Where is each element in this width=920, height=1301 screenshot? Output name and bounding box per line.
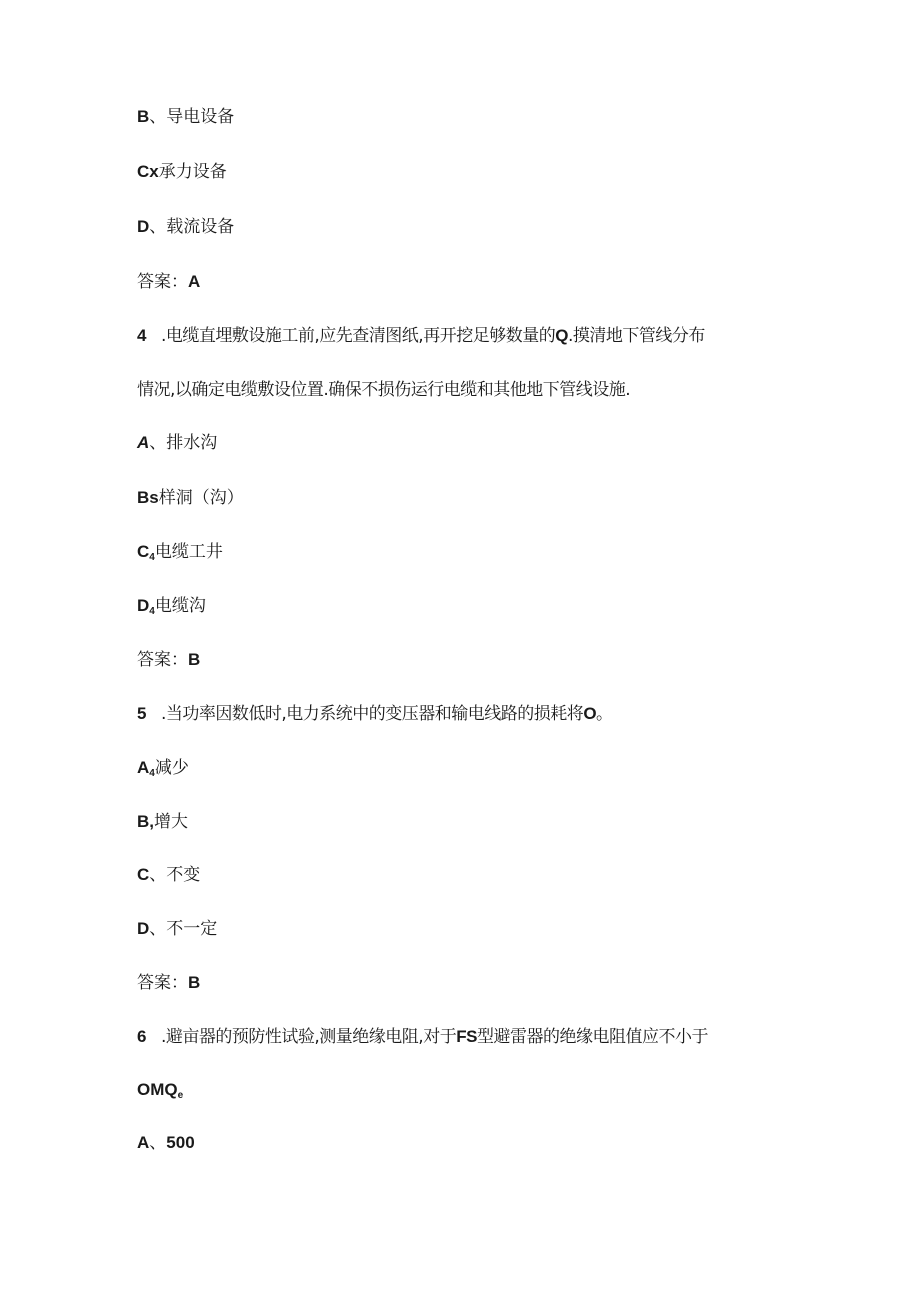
answer-value: B bbox=[188, 650, 201, 669]
answer-value: A bbox=[188, 272, 201, 291]
question-blank: FS bbox=[456, 1027, 477, 1046]
option-c-line bbox=[137, 161, 227, 183]
option-sep: 、 bbox=[149, 865, 167, 885]
option-text: 不变 bbox=[166, 865, 201, 885]
answer-label: 答案： bbox=[137, 973, 188, 993]
option-letter: A bbox=[137, 758, 150, 777]
option-a-line bbox=[137, 432, 217, 454]
option-sep: 、 bbox=[149, 433, 167, 453]
option-c-line bbox=[137, 541, 223, 569]
question-number: 5 bbox=[137, 704, 146, 723]
question-5-line-1 bbox=[137, 703, 613, 725]
option-text: 样洞（沟） bbox=[158, 488, 244, 508]
answer-label: 答案： bbox=[137, 272, 188, 292]
option-sep: 、 bbox=[149, 217, 167, 237]
option-sep: 、 bbox=[149, 107, 167, 127]
option-letter: Cx bbox=[137, 162, 159, 181]
question-text: .电缆直埋敷设施工前,应先查清图纸,再开挖足够数量的 bbox=[161, 326, 556, 346]
question-text-cont: 。 bbox=[596, 704, 613, 724]
option-b-line bbox=[137, 106, 234, 128]
option-c-line bbox=[137, 864, 200, 886]
question-text: 情况,以确定电缆敷设位置.确保不损伤运行电缆和其他地下管线设施. bbox=[137, 380, 631, 400]
question-unit: OMQ bbox=[137, 1080, 178, 1099]
option-d-line bbox=[137, 918, 217, 940]
option-a-line bbox=[137, 1132, 195, 1154]
question-6-line-2 bbox=[137, 1079, 183, 1107]
option-text: 增大 bbox=[154, 812, 188, 832]
option-text: 减少 bbox=[154, 758, 189, 778]
option-d-line bbox=[137, 216, 234, 238]
option-b-line bbox=[137, 487, 244, 509]
option-text: 承力设备 bbox=[158, 162, 227, 182]
option-letter: A bbox=[137, 433, 150, 452]
option-a-line bbox=[137, 757, 189, 785]
question-text-cont: .摸清地下管线分布 bbox=[567, 326, 705, 346]
answer-label: 答案： bbox=[137, 650, 188, 670]
question-text-cont: 型避雷器的绝缘电阻值应不小于 bbox=[476, 1027, 708, 1047]
question-6-line-1 bbox=[137, 1026, 708, 1048]
option-text: 排水沟 bbox=[166, 433, 218, 453]
question-number: 6 bbox=[137, 1027, 146, 1046]
option-d-line bbox=[137, 595, 206, 623]
option-text: 不一定 bbox=[166, 919, 218, 939]
option-sep: 、 bbox=[149, 1133, 167, 1153]
option-letter: B, bbox=[137, 812, 154, 831]
question-unit-sub: e bbox=[177, 1090, 184, 1101]
option-letter: B bbox=[137, 107, 150, 126]
option-b-line bbox=[137, 811, 188, 833]
option-text: 电缆工井 bbox=[154, 542, 223, 562]
answer-value: B bbox=[188, 973, 201, 992]
option-letter: C bbox=[137, 865, 150, 884]
question-4-line-2 bbox=[137, 379, 630, 401]
answer-line bbox=[137, 271, 200, 293]
question-text: .避亩器的预防性试验,测量绝缘电阻,对于 bbox=[161, 1027, 457, 1047]
option-text: 载流设备 bbox=[166, 217, 235, 237]
question-blank: O bbox=[583, 704, 597, 723]
option-text: 500 bbox=[166, 1133, 195, 1152]
question-4-line-1 bbox=[137, 325, 705, 347]
answer-line bbox=[137, 649, 200, 671]
option-letter: A bbox=[137, 1133, 150, 1152]
option-sep: 、 bbox=[149, 919, 167, 939]
option-sub: 4 bbox=[149, 552, 155, 563]
option-sub: 4 bbox=[149, 768, 155, 779]
question-text: .当功率因数低时,电力系统中的变压器和输电线路的损耗将 bbox=[161, 704, 584, 724]
answer-line bbox=[137, 972, 200, 994]
option-text: 导电设备 bbox=[166, 107, 235, 127]
option-letter: C bbox=[137, 542, 150, 561]
question-number: 4 bbox=[137, 326, 146, 345]
option-letter: D bbox=[137, 217, 150, 236]
question-blank: Q bbox=[555, 326, 568, 345]
option-text: 电缆沟 bbox=[154, 596, 206, 616]
option-sub: 4 bbox=[149, 606, 155, 617]
option-letter: D bbox=[137, 596, 150, 615]
option-letter: Bs bbox=[137, 488, 159, 507]
option-letter: D bbox=[137, 919, 150, 938]
